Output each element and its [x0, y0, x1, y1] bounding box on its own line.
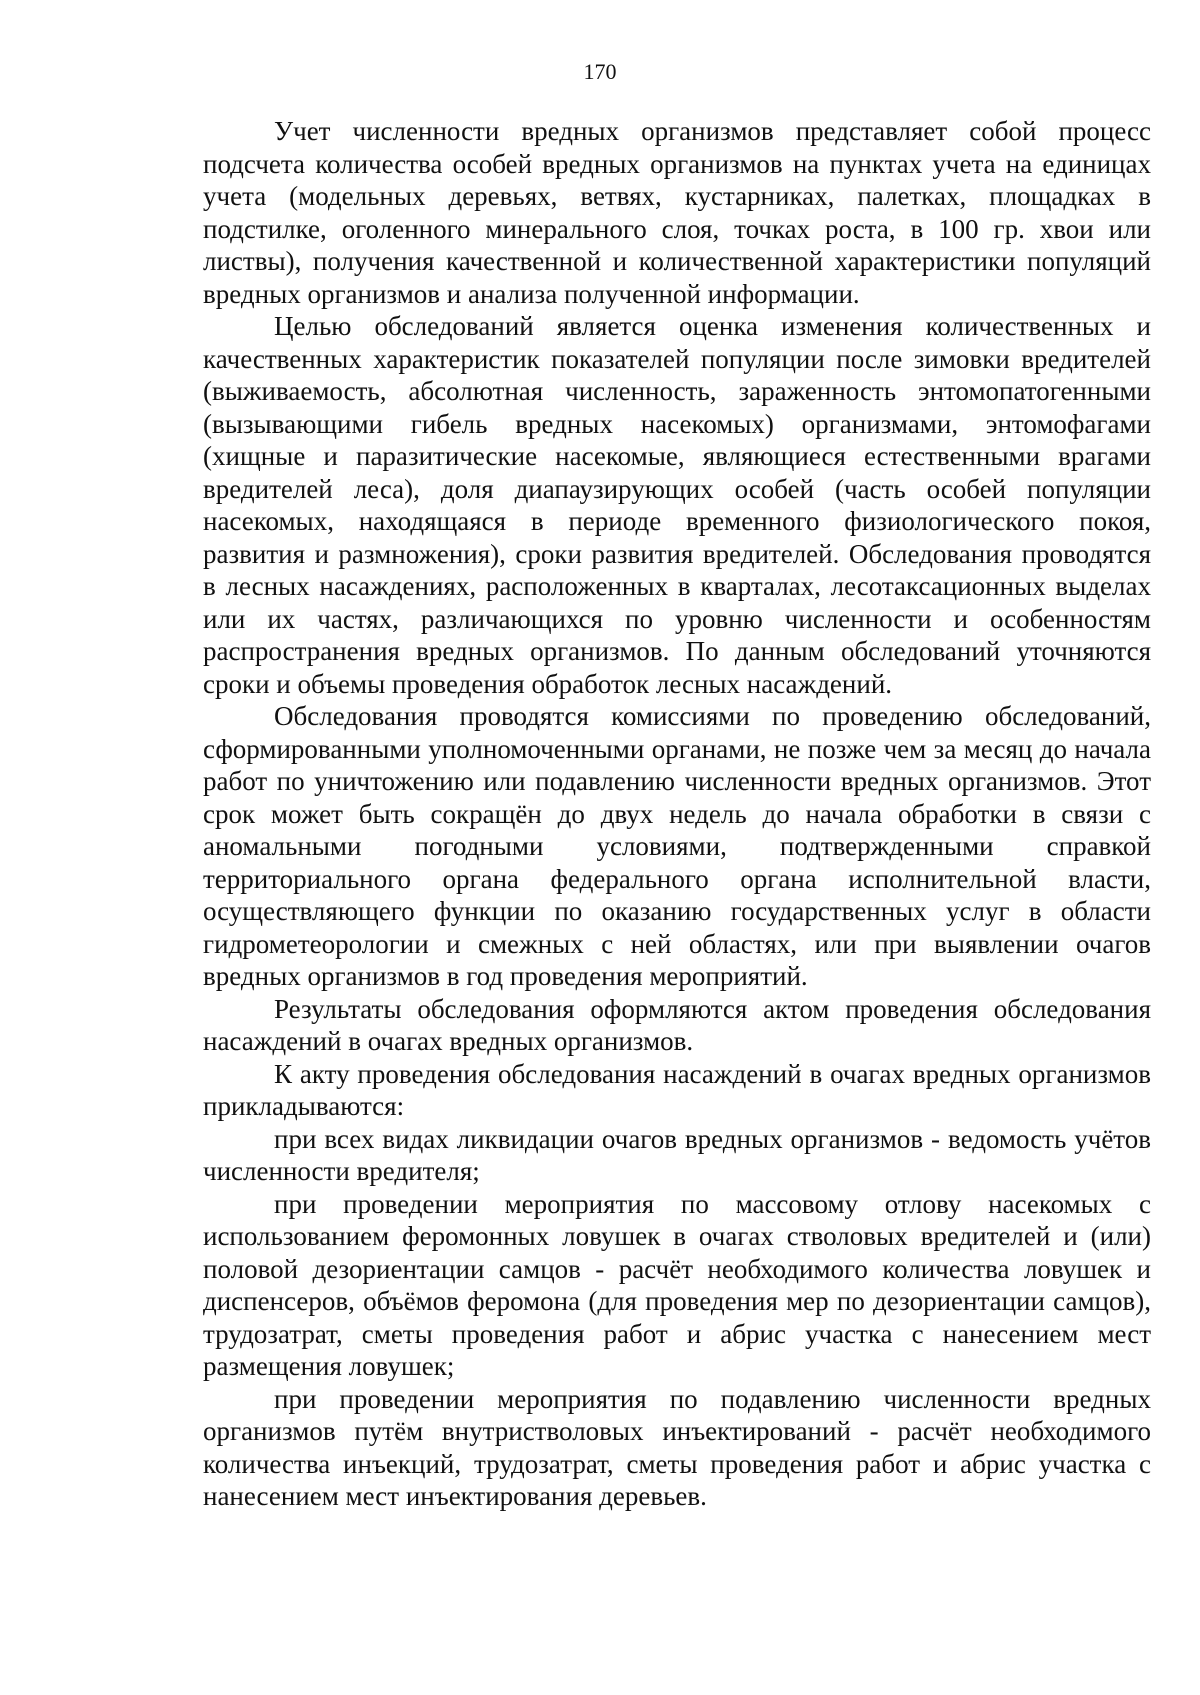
list-item-pheromone-traps: при проведении мероприятия по массовому отлову насекомых с использованием феромонных ловушек в очагах стволовых вредителей и (или) половой дезориентации самцов - расчёт необходимого количества ловушек и диспенсеров, объёмов феромона (для проведения мер по дезориентации самцов), трудозатрат, сметы проведения работ и абрис участка с нанесением мест размещения ловушек; — [203, 1188, 1151, 1381]
paragraph-survey-commissions: Обследования проводятся комиссиями по проведению обследований, сформированными уполномоченными органами, не позже чем за месяц до начала работ по уничтожению или подавлению численности вредных организмов. Этот срок может быть сокращён до двух недель до начала обработки в связи с аномальными погодными условиями, подтвержденными справкой территориального органа федерального органа исполнительной власти, осуществляющего функции по оказанию государственных услуг в области гидрометеорологии и смежных с ней областях, или при выявлении очагов вредных организмов в год проведения мероприятий. — [203, 701, 1151, 991]
list-item-stem-injection: при проведении мероприятия по подавлению численности вредных организмов путём внутристволовых инъектирований - расчёт необходимого количества инъекций, трудозатрат, сметы проведения работ и абрис участка с нанесением мест инъектирования деревьев. — [203, 1383, 1151, 1511]
paragraph-survey-results: Результаты обследования оформляются актом проведения обследования насаждений в очагах вредных организмов. — [203, 993, 1151, 1056]
page-number: 170 — [583, 59, 617, 84]
list-item-all-liquidation: при всех видах ликвидации очагов вредных организмов - ведомость учётов численности вредителя; — [203, 1123, 1151, 1186]
paragraph-survey-purpose: Целью обследований является оценка изменения количественных и качественных характеристик показателей популяции после зимовки вредителей (выживаемость, абсолютная численность, зараженность энтомопатогенными (вызывающими гибель вредных насекомых) организмами, энтомофагами (хищные и паразитические насекомые, являющиеся естественными врагами вредителей леса), доля диапаузирующих особей (часть особей популяции насекомых, находящаяся в периоде временного физиологического покоя, развития и размножения), сроки развития вредителей. Обследования проводятся в лесных насаждениях, расположенных в кварталах, лесотаксационных выделах или их частях, различающихся по уровню численности и особенностям распространения вредных организмов. По данным обследований уточняются сроки и объемы проведения обработок лесных насаждений. — [203, 311, 1151, 699]
paragraph-pest-accounting: Учет численности вредных организмов представляет собой процесс подсчета количества особей вредных организмов на пунктах учета на единицах учета (модельных деревьях, ветвях, кустарниках, палетках, площадках в подстилке, оголенного минерального слоя, точках роста, в 100 гр. хвои или листвы), получения качественной и количественной характеристики популяций вредных организмов и анализа полученной информации. — [203, 116, 1151, 309]
body-text — [203, 115, 1151, 1513]
paragraph-act-attachments: К акту проведения обследования насаждений в очагах вредных организмов прикладываются: — [203, 1058, 1151, 1121]
